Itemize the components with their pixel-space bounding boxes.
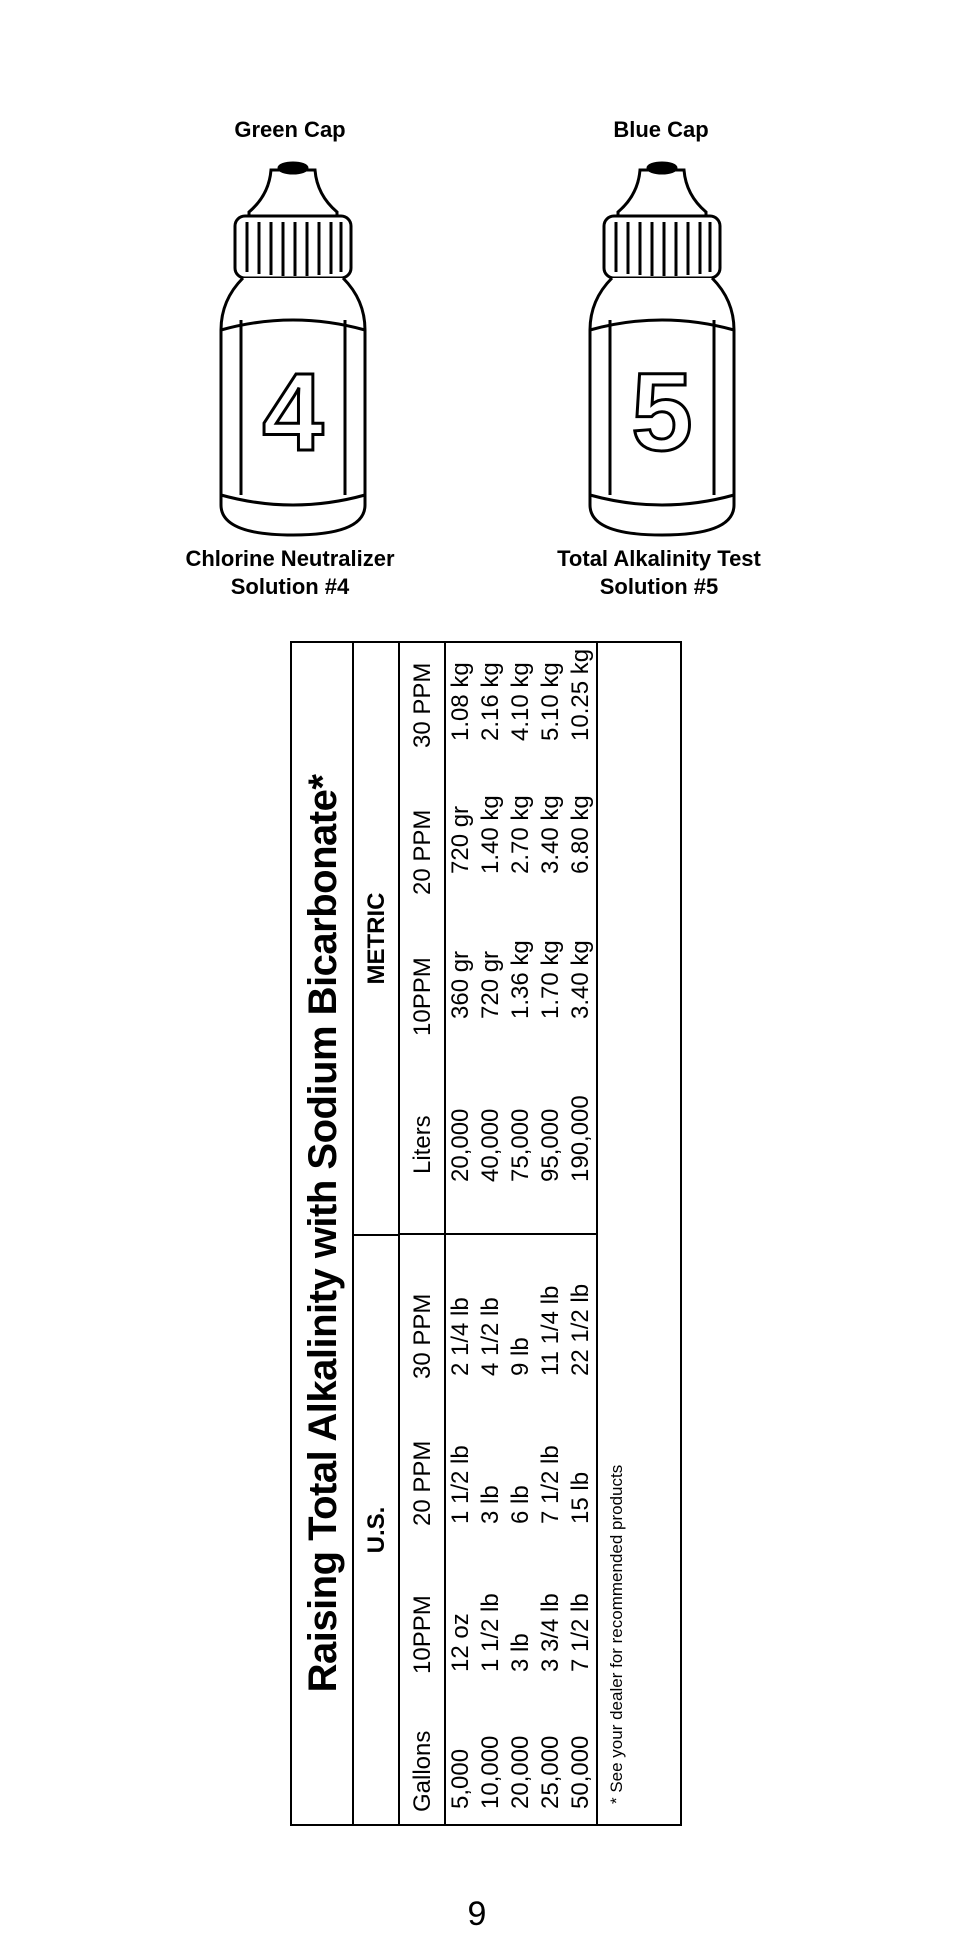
table-cell: 6 lb [507,1485,534,1524]
table-cell: 10.25 kg [567,648,594,741]
solution-5-line1: Total Alkalinity Test [557,546,761,571]
table-cell: 720 gr [447,805,474,874]
solution-5-label [469,545,849,601]
col-liters: Liters [409,1115,436,1174]
bottle-4-icon [213,150,373,540]
table-cell: 10,000 [477,1735,504,1809]
table-cell: 4.10 kg [507,662,534,741]
alkalinity-table-frame [290,641,682,1826]
table-cell: 1.70 kg [537,940,564,1019]
solution-4-line1: Chlorine Neutralizer [185,546,395,571]
svg-text:4: 4 [262,351,324,474]
table-title: Raising Total Alkalinity with Sodium Bicarbonate* [292,643,354,1824]
table-cell: 7 1/2 lb [537,1445,564,1524]
table-cell: 2.70 kg [507,795,534,874]
metric-section-header: METRIC [354,643,400,1234]
table-cell: 3.40 kg [537,795,564,874]
table-cell: 1 1/2 lb [477,1593,504,1672]
table-cell: 9 lb [507,1337,534,1376]
table-cell: 3 lb [507,1633,534,1672]
solution-4-label [100,545,480,601]
table-cell: 360 gr [447,950,474,1019]
table-cell: 75,000 [507,1108,534,1182]
table-cell: 720 gr [477,950,504,1019]
table-cell: 1.08 kg [447,662,474,741]
solution-5-line2: Solution #5 [599,574,719,599]
table-cell: 3 lb [477,1485,504,1524]
table-cell: 1.40 kg [477,795,504,874]
table-row [446,643,476,1824]
table-cell: 7 1/2 lb [567,1593,594,1672]
table-cell: 4 1/2 lb [477,1297,504,1376]
table-body [446,643,598,1824]
table-cell: 5.10 kg [537,662,564,741]
table-row [536,643,566,1824]
col-met-10ppm: 10PPM [409,957,436,1036]
blue-cap-label: Blue Cap [613,117,709,142]
table-cell: 3 3/4 lb [537,1593,564,1672]
table-cell: 12 oz [447,1613,474,1672]
svg-text:5: 5 [631,351,693,474]
col-gallons: Gallons [409,1730,436,1812]
table-cell: 50,000 [567,1735,594,1809]
table-cell: 2.16 kg [477,662,504,741]
table-cell: 3.40 kg [567,940,594,1019]
bottle-5-icon [582,150,742,540]
table-cell: 20,000 [447,1108,474,1182]
table-row [476,643,506,1824]
green-cap-label: Green Cap [234,117,346,142]
col-us-30ppm: 30 PPM [409,1293,436,1379]
col-met-20ppm: 20 PPM [409,809,436,895]
solution-4-line2: Solution #4 [230,574,350,599]
us-section-header: U.S. [354,1234,400,1824]
alkalinity-table [290,641,682,1826]
table-cell: 190,000 [567,1095,594,1182]
table-cell: 11 1/4 lb [537,1285,564,1376]
table-cell: 95,000 [537,1108,564,1182]
column-header-row [400,643,446,1824]
table-cell: 15 lb [567,1471,594,1524]
table-cell: 22 1/2 lb [567,1283,594,1376]
col-met-30ppm: 30 PPM [409,662,436,748]
table-cell: 40,000 [477,1108,504,1182]
table-footnote: * See your dealer for recommended products [607,1464,626,1804]
table-cell: 25,000 [537,1735,564,1809]
col-us-20ppm: 20 PPM [409,1440,436,1526]
table-cell: 6.80 kg [567,795,594,874]
page-number: 9 [467,1895,487,1933]
table-cell: 1 1/2 lb [447,1445,474,1524]
col-us-10ppm: 10PPM [409,1595,436,1674]
table-row [506,643,536,1824]
table-cell: 2 1/4 lb [447,1297,474,1376]
table-cell: 5,000 [447,1748,474,1809]
table-cell: 1.36 kg [507,940,534,1019]
table-row [566,643,596,1824]
table-cell: 20,000 [507,1735,534,1809]
